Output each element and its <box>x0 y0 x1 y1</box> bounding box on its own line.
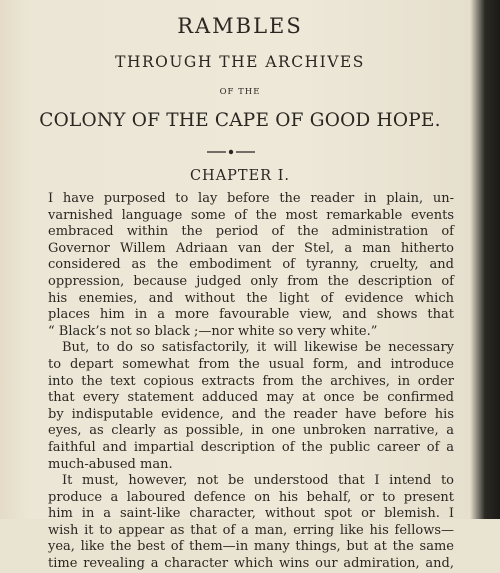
text-line: I have purposed to lay before the reader in plain, un- <box>48 191 454 206</box>
paragraph-2 <box>48 340 454 473</box>
text-line: considered as the embodiment of tyranny, cruelty, and <box>48 257 454 273</box>
paragraph-3 <box>48 473 454 573</box>
title-colony: COLONY OF THE CAPE OF GOOD HOPE. <box>39 110 441 131</box>
text-line: eyes, as clearly as possible, in one unbroken narrative, a <box>48 423 454 439</box>
text-line: embraced within the period of the administration of <box>48 224 454 240</box>
paragraph-1 <box>48 191 454 340</box>
text-line: “ Black’s not so black ;—nor white so very white.” <box>48 323 378 339</box>
body-text <box>48 191 454 573</box>
title-rambles: RAMBLES <box>177 14 303 38</box>
text-line: It must, however, not be understood that I intend to <box>62 473 454 489</box>
text-line: by indisputable evidence, and the reader have before his <box>48 406 454 422</box>
text-line: that every statement adduced may at once be confirmed <box>48 390 454 406</box>
chapter-heading: CHAPTER I. <box>189 168 291 184</box>
text-line: time revealing a character which wins our admiration, and, <box>48 556 454 572</box>
text-line: to depart somewhat from the usual form, and introduce <box>48 356 454 372</box>
ornament-divider-icon <box>207 148 255 156</box>
text-line: yea, like the best of them—in many things, but at the same <box>48 539 454 555</box>
text-line: wish it to appear as that of a man, erring like his fellows— <box>48 522 454 538</box>
title-of-the: OF THE <box>219 87 261 97</box>
text-line: places him in a more favourable view, and shows that <box>48 307 454 323</box>
title-through-the-archives: THROUGH THE ARCHIVES <box>115 53 365 71</box>
text-line: oppression, because judged only from the description of <box>48 273 454 289</box>
text-line: varnished language some of the most remarkable events <box>48 207 454 223</box>
text-line: Governor Willem Adriaan van der Stel, a man hitherto <box>48 240 454 256</box>
text-line: faithful and impartial description of the public career of a <box>48 439 454 455</box>
text-line: his enemies, and without the light of evidence which <box>48 290 454 306</box>
text-line: into the text copious extracts from the archives, in order <box>48 373 454 389</box>
text-line: much-abused man. <box>48 456 173 472</box>
text-line: But, to do so satisfactorily, it will likewise be necessary <box>62 340 454 356</box>
text-line: produce a laboured defence on his behalf, or to present <box>48 489 454 505</box>
text-line: him in a saint-like character, without spot or blemish. I <box>48 506 454 522</box>
